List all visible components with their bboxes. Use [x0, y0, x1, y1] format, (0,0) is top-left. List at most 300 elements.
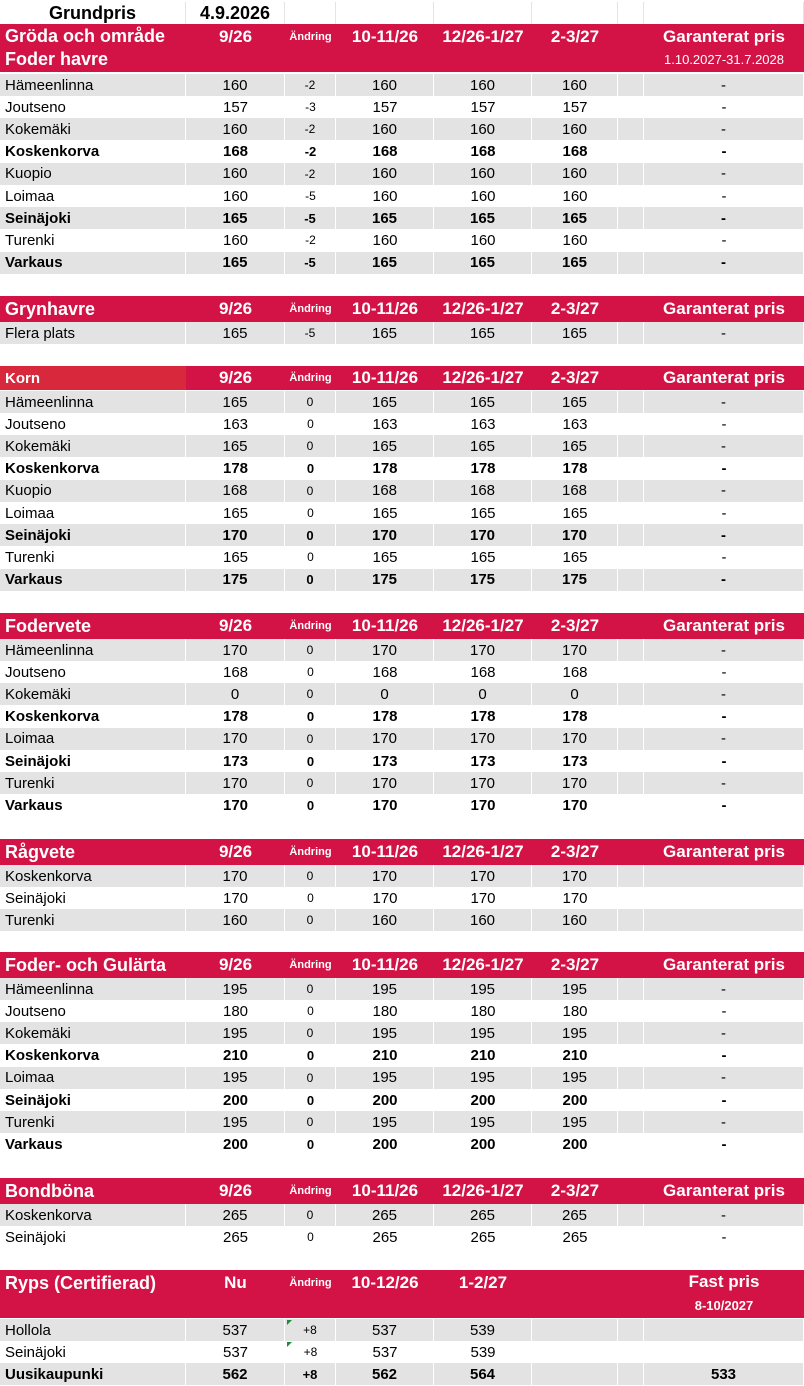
price-value: 160: [336, 74, 434, 96]
col-header: 10-11/26: [351, 299, 419, 318]
price-value: 200: [470, 1135, 496, 1153]
change-value: 0: [285, 683, 336, 705]
price-value: 170: [434, 728, 532, 750]
guarantee-period: 1.10.2027-31.7.2028: [664, 52, 784, 67]
guarantee-value: -: [644, 569, 804, 591]
guarantee-value: -: [644, 480, 804, 502]
price-value: 160: [470, 187, 496, 205]
section-subtitle: Foder havre: [5, 49, 109, 69]
guarantee-value: -: [644, 1022, 804, 1044]
table-row: [0, 118, 804, 140]
change-value-text: +8: [303, 1323, 317, 1337]
place-name: Hämeenlinna: [0, 639, 186, 661]
price-value: 537: [372, 1343, 398, 1361]
place-name: Joutseno: [5, 98, 66, 116]
guarantee-value: [644, 865, 804, 887]
price-value: 170: [372, 796, 398, 814]
change-value: 0: [306, 797, 315, 813]
price-value: 170: [186, 728, 285, 750]
col-header: 12/26-1/27: [442, 1181, 524, 1200]
price-value: 195: [336, 1067, 434, 1089]
price-value: 178: [562, 708, 588, 726]
col-header: 10-12/26: [351, 1273, 419, 1292]
table-row: [0, 322, 804, 344]
price-value: 539: [470, 1343, 496, 1361]
guarantee-value: -: [644, 978, 804, 1000]
price-value: 165: [470, 504, 496, 522]
change-value: 0: [285, 639, 336, 661]
price-value: 265: [336, 1204, 434, 1226]
price-value: 195: [532, 1067, 618, 1089]
price-value: 178: [222, 460, 249, 478]
col-header: 10-11/26: [351, 368, 419, 387]
price-value: 160: [372, 187, 398, 205]
guarantee-value: -: [721, 1091, 727, 1109]
change-value: -2: [285, 74, 336, 96]
price-value: 170: [336, 639, 434, 661]
table-row: [0, 865, 804, 887]
price-value: 168: [434, 480, 532, 502]
change-value: 0: [285, 435, 336, 457]
price-value: 165: [186, 391, 285, 413]
price-value: 168: [562, 663, 588, 681]
price-value: 165: [336, 391, 434, 413]
table-row: [0, 661, 804, 683]
col-header: 10-11/26: [351, 616, 419, 635]
place-name: Kokemäki: [0, 683, 186, 705]
section-title: Gröda och område: [5, 26, 166, 46]
place-name: Seinäjoki: [5, 1343, 66, 1361]
price-value: 170: [372, 889, 398, 907]
price-value: 195: [532, 978, 618, 1000]
change-value: 0: [306, 709, 315, 725]
price-value: 160: [532, 909, 618, 931]
price-value: 165: [532, 391, 618, 413]
price-value: 165: [186, 322, 285, 344]
price-value: 170: [532, 772, 618, 794]
guarantee-value: -: [721, 1135, 727, 1153]
price-value: 165: [186, 252, 285, 274]
guarantee-value: -: [644, 322, 804, 344]
price-value: 160: [186, 163, 285, 185]
table-row: [0, 229, 804, 251]
price-value: 170: [186, 639, 285, 661]
guarantee-value: -: [644, 207, 804, 229]
guarantee-value: -: [644, 1067, 804, 1089]
price-value: 160: [434, 118, 532, 140]
price-value: 178: [372, 460, 398, 478]
price-value: 165: [336, 322, 434, 344]
place-name: Turenki: [5, 548, 55, 566]
price-value: 168: [372, 143, 398, 161]
col-header: 12/26-1/27: [442, 616, 524, 635]
price-value: 165: [434, 207, 532, 229]
section-title: Ryps (Certifierad): [5, 1272, 157, 1293]
col-header: 2-3/27: [550, 616, 600, 635]
col-header: 2-3/27: [550, 299, 600, 318]
place-name: Loimaa: [0, 1067, 186, 1089]
table-row: [0, 1000, 804, 1022]
guarantee-value: -: [721, 143, 727, 161]
price-value: 562: [186, 1363, 285, 1385]
col-header: 9/26: [218, 842, 253, 861]
price-value: 173: [372, 752, 398, 770]
price-value: 170: [562, 889, 588, 907]
guarantee-value: -: [644, 252, 804, 274]
price-value: 168: [186, 480, 285, 502]
change-value: 0: [285, 728, 336, 750]
price-value: 165: [434, 322, 532, 344]
price-value: 168: [336, 480, 434, 502]
col-header: Ändring: [289, 303, 332, 315]
table-row: [0, 639, 804, 661]
guarantee-header: Garanterat pris: [663, 27, 785, 46]
price-value: 168: [222, 663, 249, 681]
guarantee-value: -: [644, 163, 804, 185]
col-header: Ändring: [289, 846, 332, 858]
guarantee-header: Garanterat pris: [663, 842, 785, 861]
guarantee-header: Garanterat pris: [663, 1181, 785, 1200]
change-value: 0: [285, 1204, 336, 1226]
price-value: 200: [470, 1091, 496, 1109]
table-row: [0, 706, 804, 728]
price-value: 165: [336, 207, 434, 229]
price-value: 165: [562, 504, 588, 522]
guarantee-value: -: [644, 728, 804, 750]
price-value: 200: [372, 1091, 398, 1109]
price-value: 168: [532, 480, 618, 502]
price-value: 170: [532, 524, 618, 546]
guarantee-value: -: [644, 524, 804, 546]
price-value: [532, 1363, 618, 1385]
guarantee-value: 533: [644, 1363, 804, 1385]
table-row: [0, 1204, 804, 1226]
price-value: 165: [434, 435, 532, 457]
place-name: Varkaus: [5, 796, 63, 814]
col-header: 9/26: [218, 27, 253, 46]
change-value: 0: [307, 1230, 314, 1245]
col-header: 2-3/27: [550, 27, 600, 46]
col-header: Ändring: [289, 1185, 332, 1197]
col-header: 12/26-1/27: [442, 27, 524, 46]
price-value: 200: [222, 1091, 249, 1109]
guarantee-value: -: [644, 391, 804, 413]
section-header-fodervete: [0, 613, 804, 639]
col-header: 1-2/27: [458, 1273, 508, 1292]
price-value: 170: [336, 865, 434, 887]
price-value: 265: [434, 1204, 532, 1226]
price-value: 195: [336, 978, 434, 1000]
place-name: Joutseno: [5, 415, 66, 433]
guarantee-value: -: [721, 1002, 727, 1020]
price-value: 210: [222, 1047, 249, 1065]
place-name: Turenki: [5, 231, 55, 249]
guarantee-value: -: [644, 118, 804, 140]
price-value: 170: [532, 728, 618, 750]
place-name: Koskenkorva: [0, 1204, 186, 1226]
col-header: 10-11/26: [351, 955, 419, 974]
price-value: 180: [222, 1002, 249, 1020]
guarantee-value: -: [721, 98, 727, 116]
price-value: 0: [186, 683, 285, 705]
col-header: 12/26-1/27: [442, 368, 524, 387]
place-name: Hämeenlinna: [0, 978, 186, 1000]
price-value: [532, 1319, 618, 1341]
guarantee-header: Garanterat pris: [663, 955, 785, 974]
price-value: 195: [434, 978, 532, 1000]
table-row: [0, 207, 804, 229]
guarantee-value: -: [721, 796, 727, 814]
price-value: 160: [186, 74, 285, 96]
guarantee-value: -: [721, 548, 727, 566]
price-value: 0: [434, 683, 532, 705]
table-row: [0, 413, 804, 435]
change-value: 0: [285, 978, 336, 1000]
price-value: 265: [222, 1228, 249, 1246]
col-header: [532, 1270, 618, 1296]
change-value: 0: [285, 480, 336, 502]
place-name: Kokemäki: [0, 1022, 186, 1044]
price-value: 195: [532, 1022, 618, 1044]
col-header: Ändring: [289, 1277, 332, 1289]
guarantee-value: -: [721, 708, 727, 726]
guarantee-value: [644, 1319, 804, 1341]
price-value: 165: [222, 504, 249, 522]
change-value: 0: [306, 1092, 315, 1108]
price-value: 170: [336, 728, 434, 750]
price-value: 163: [562, 415, 588, 433]
table-row: [0, 1319, 804, 1341]
price-value: 537: [336, 1319, 434, 1341]
col-header: 10-11/26: [351, 27, 419, 46]
change-value: 0: [285, 1067, 336, 1089]
change-value: 0: [285, 569, 336, 591]
table-row: [0, 683, 804, 705]
guarantee-header: Garanterat pris: [663, 616, 785, 635]
section-header-korn: [0, 366, 804, 390]
place-name: Varkaus: [0, 252, 186, 274]
change-value: -2: [285, 163, 336, 185]
change-value: -2: [285, 118, 336, 140]
price-value: 173: [562, 752, 588, 770]
place-name: Seinäjoki: [0, 207, 186, 229]
col-header: 10-11/26: [351, 842, 419, 861]
table-row: [0, 74, 804, 96]
col-header: Nu: [224, 1273, 247, 1292]
place-name: Koskenkorva: [5, 143, 100, 161]
change-value: -5: [285, 322, 336, 344]
price-value: 170: [470, 889, 496, 907]
place-name: Hämeenlinna: [0, 74, 186, 96]
price-value: 170: [186, 772, 285, 794]
table-row: [0, 1341, 804, 1363]
guarantee-value: -: [721, 460, 727, 478]
change-value: 0: [307, 891, 314, 906]
price-value: 170: [434, 524, 532, 546]
guarantee-header: Garanterat pris: [663, 299, 785, 318]
price-value: 163: [222, 415, 249, 433]
guarantee-value: [644, 909, 804, 931]
price-value: 178: [222, 708, 249, 726]
price-value: 562: [336, 1363, 434, 1385]
guarantee-value: -: [721, 1047, 727, 1065]
price-value: 195: [336, 1022, 434, 1044]
guarantee-value: -: [644, 1111, 804, 1133]
price-value: 160: [470, 231, 496, 249]
section-title: Rågvete: [5, 841, 76, 862]
change-value-text: +8: [303, 1345, 318, 1360]
price-value: 170: [434, 865, 532, 887]
price-value: 195: [434, 1111, 532, 1133]
price-value: 170: [336, 524, 434, 546]
price-value: 160: [336, 909, 434, 931]
section-header-ryps: [0, 1270, 804, 1318]
table-row: [0, 480, 804, 502]
price-value: 265: [562, 1228, 588, 1246]
price-value: 165: [532, 207, 618, 229]
place-name: Koskenkorva: [0, 865, 186, 887]
section-title: Korn: [5, 369, 40, 387]
table-row: [0, 391, 804, 413]
guarantee-value: -: [721, 663, 727, 681]
price-value: 195: [336, 1111, 434, 1133]
price-value: 180: [562, 1002, 588, 1020]
change-value: -2: [304, 144, 317, 160]
place-name: Hollola: [0, 1319, 186, 1341]
col-header: Ändring: [289, 31, 332, 43]
price-value: 170: [470, 796, 496, 814]
change-value: -5: [285, 207, 336, 229]
price-value: 168: [470, 663, 496, 681]
guarantee-value: -: [644, 772, 804, 794]
price-value: 165: [186, 435, 285, 457]
price-header: [0, 2, 804, 24]
table-row: [0, 569, 804, 591]
price-value: 160: [186, 118, 285, 140]
table-row: [0, 1363, 804, 1385]
change-value: -2: [305, 233, 316, 248]
table-row: [0, 1022, 804, 1044]
change-value: 0: [285, 524, 336, 546]
table-row: [0, 750, 804, 772]
place-name: Kuopio: [0, 163, 186, 185]
place-name: Flera plats: [0, 322, 186, 344]
change-value: [285, 1319, 336, 1341]
change-value: 0: [285, 865, 336, 887]
price-value: 265: [186, 1204, 285, 1226]
section-header-grynhavre: [0, 296, 804, 322]
table-row: [0, 524, 804, 546]
change-value: 0: [285, 909, 336, 931]
place-name: Seinäjoki: [5, 1228, 66, 1246]
place-name: Turenki: [0, 772, 186, 794]
change-value: 0: [306, 1136, 315, 1152]
price-value: 564: [434, 1363, 532, 1385]
guarantee-header: Garanterat pris: [663, 368, 785, 387]
guarantee-value: [644, 1341, 804, 1363]
price-value: 170: [222, 796, 249, 814]
price-value: 160: [562, 231, 588, 249]
price-value: 160: [532, 163, 618, 185]
price-value: 175: [336, 569, 434, 591]
section-title: Grynhavre: [5, 298, 96, 319]
price-value: 170: [336, 772, 434, 794]
price-value: 265: [532, 1204, 618, 1226]
price-value: 157: [470, 98, 496, 116]
section-title: Fodervete: [5, 615, 92, 636]
section-header-ragvete: [0, 839, 804, 865]
price-value: 165: [372, 548, 398, 566]
table-row: [0, 1067, 804, 1089]
place-name: Kuopio: [0, 480, 186, 502]
price-value: 170: [222, 889, 249, 907]
price-value: 160: [434, 909, 532, 931]
price-value: 160: [434, 163, 532, 185]
change-value: 0: [306, 1048, 315, 1064]
place-name: Seinäjoki: [5, 889, 66, 907]
table-row: [0, 458, 804, 480]
change-value: 0: [307, 417, 314, 432]
price-value: 195: [186, 1022, 285, 1044]
price-value: 160: [222, 187, 249, 205]
table-row: [0, 141, 804, 163]
guarantee-value: -: [721, 504, 727, 522]
change-value: 0: [306, 461, 315, 477]
price-value: 170: [562, 796, 588, 814]
change-value: +8: [285, 1363, 336, 1385]
col-header: 12/26-1/27: [442, 842, 524, 861]
price-value: 265: [372, 1228, 398, 1246]
price-value: 160: [562, 187, 588, 205]
price-value: 265: [470, 1228, 496, 1246]
guarantee-value: -: [721, 752, 727, 770]
price-value: 160: [336, 118, 434, 140]
guarantee-value: -: [721, 1228, 727, 1246]
price-value: 168: [470, 143, 496, 161]
col-header: 9/26: [218, 299, 253, 318]
price-value: 165: [532, 252, 618, 274]
price-value: 200: [562, 1091, 588, 1109]
price-value: 180: [470, 1002, 496, 1020]
price-value: 165: [470, 548, 496, 566]
place-name: Loimaa: [5, 187, 55, 205]
price-value: 165: [372, 504, 398, 522]
price-value: 537: [222, 1343, 249, 1361]
price-date: 4.9.2026: [186, 2, 285, 24]
col-header: 9/26: [218, 368, 253, 387]
table-row: [0, 252, 804, 274]
price-value: 157: [222, 98, 249, 116]
price-value: 160: [372, 231, 398, 249]
price-value: 210: [372, 1047, 398, 1065]
guarantee-value: -: [644, 74, 804, 96]
place-name: Loimaa: [0, 728, 186, 750]
price-value: 200: [222, 1135, 249, 1153]
price-value: 165: [434, 252, 532, 274]
col-header: Ändring: [289, 620, 332, 632]
price-value: 163: [372, 415, 398, 433]
price-value: 170: [532, 865, 618, 887]
change-value: 0: [307, 665, 314, 680]
change-value: 0: [285, 391, 336, 413]
price-value: 178: [562, 460, 588, 478]
price-value: 170: [532, 639, 618, 661]
price-value: 165: [562, 548, 588, 566]
price-value: 165: [532, 322, 618, 344]
price-value: 160: [222, 231, 249, 249]
price-value: 170: [186, 865, 285, 887]
comment-flag-icon: [287, 1320, 292, 1325]
